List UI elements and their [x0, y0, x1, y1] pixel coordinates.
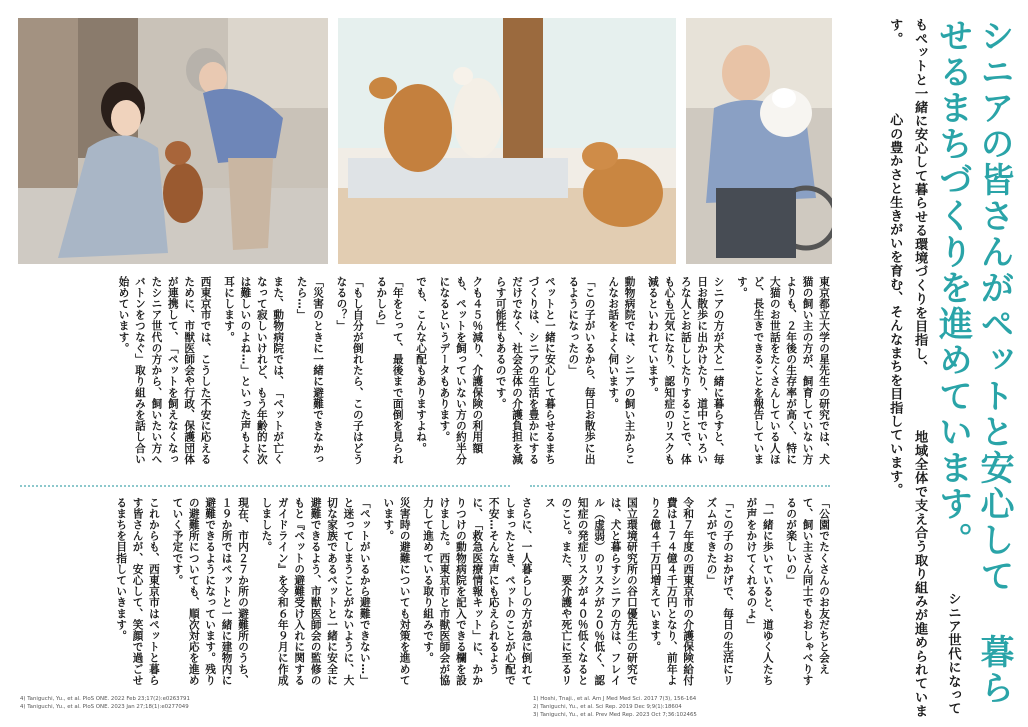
divider-right: [530, 485, 830, 487]
upper-column-4: ペットと一緒に安心して暮らせるまちづくりは、シニアの生活を豊かにするだけでなく、社会全体の介護負担を減らす可能性もあるのです。: [494, 276, 556, 465]
lower-column-1c: 「この子のおかげで、毎日の生活にリズムができたの」: [705, 497, 734, 686]
page-title-line-1: シニアの皆さんがペットと安心して: [974, 18, 1014, 594]
upper-column-3b: 「この子がいるから、毎日お散歩に出るようになったの」: [567, 276, 596, 465]
lower-column-1b: 「一緒に歩いていると、道ゆく人たちが声をかけてくれるのよ」: [745, 497, 774, 686]
reference-right-1: 1) Hoshi, Tnaji., et al. Am J Med Med Sci. 2017 7(3), 156-164: [533, 696, 697, 702]
lead-line-2: 地域全体で支え合う取り組みが進められています。: [887, 18, 928, 718]
lower-column-1a: 「公園でたくさんのお友だちと会えて、飼い主さん同士でもおしゃべりするのが楽しいの」: [785, 497, 830, 686]
upper-column-6d: 「災害のときに一緒に避難できなかったら…」: [295, 276, 325, 465]
lower-text-block: [20, 497, 832, 687]
photo-woman-with-dog: [18, 18, 328, 264]
upper-column-7: また、動物病院では、「ペットが亡くなって寂しいけれど、もう年齢的に次は難しいのよね…」といった声もよく耳にします。: [223, 276, 285, 465]
lead-line-1: シニア世代になってもペットと一緒に安心して暮らせる環境づくりを目指し、: [912, 18, 961, 715]
upper-text-block: [20, 276, 832, 472]
reference-right-3: 3) Taniguchi, Yu., et al. Prev Med Rep. 2023 Oct 7;36:102465: [533, 712, 697, 719]
lower-column-5a: 災害時の避難についても対策を進めています。: [382, 497, 411, 686]
photo-man-with-dog: [686, 18, 832, 264]
references-left: [20, 695, 190, 711]
upper-column-6b: 「年をとって、最後まで面倒を見られるかしら」: [375, 276, 404, 465]
lower-column-2: 令和７年度の西東京市の介護保険給付費は１７４億４千万円となり、前年より２億４千万円増えています。: [649, 497, 695, 686]
header-block: [864, 18, 1014, 718]
upper-column-8: 西東京市では、こうした不安に応えるために、市獣医師会や行政、保護団体が連携して、「ペットを飼えなくなったシニア世代の方から、飼いたい方へバトンをつなぐ」取り組みを話し合い始めています。: [117, 276, 212, 465]
reference-left-1: 4) Taniguchi, Yu., et al. PloS ONE. 2022 Feb 23;17(2):e0263791: [20, 696, 190, 702]
upper-column-6c: 「もし自分が倒れたら、この子はどうなるの？」: [335, 276, 364, 465]
page-title-line-2: 暮らせるまちづくりを進めています。: [932, 18, 1014, 706]
upper-column-2: シニアの方が犬と一緒に暮らすと、毎日お散歩に出かけたり、道中でいろいろな人とお話ししたりすることで、体も心も元気になり、認知症のリスクも減るといわれています。: [646, 276, 725, 465]
lower-column-6: 現在、市内２７か所の避難所のうち、１９か所ではペットと一緒に建物内に避難できるようになっています。残りの避難所についても、順次対応を進めていく予定です。: [171, 497, 249, 686]
divider-left: [20, 485, 510, 487]
upper-column-5: クも４５％減り、介護保険の利用額も、ペットを飼っていない方の約半分になるというデータもあります。: [438, 276, 484, 465]
lower-column-3: 国立環境研究所の谷口優先生の研究では、犬と暮らすシニアの方は、フレイル（虚弱）のリスクが２０％低く、認知症の発症リスクが４０％低くなるとのこと。また、要介護や死亡に至るリス: [543, 497, 638, 686]
lower-column-7: これからも、西東京市はペットと暮らす皆さんが、安心して、笑顔で過ごせるまちを目指していきます。: [115, 497, 160, 686]
reference-left-2: 4) Taniguchi, Yu., et al. PloS ONE. 2023 Jan 27;18(1):e0277049: [20, 704, 189, 711]
upper-column-3a: 動物病院では、シニアの飼い主からこんなお話をよく伺います。: [607, 276, 636, 465]
references-right: [533, 695, 697, 719]
lower-column-5b: 「ペットがいるから避難できない…」と迷ってしまうことがないように、大切な家族であるペットと一緒に安全に避難できるよう、市獣医師会の監修のもと『ペットの避難受け入れに関するガイドライン』を令和６年９月に作成しました。: [260, 497, 371, 686]
lower-column-4: さらに、一人暮らしの方が急に倒れてしまったとき、ペットのことが心配で不安…そんな声にも応えられるように、「救急医療情報キット」に、かかりつけの動物病院を記入できる欄を設けました。西東京市と市獣医師会が協力して進めている取り組みです。: [422, 497, 533, 686]
reference-right-2: 2) Taniguchi, Yu., et al. Sci Rep. 2019 Dec 9;9(1):18604: [533, 704, 682, 711]
upper-column-1: 東京都立大学の星先生の研究では、犬猫の飼い主の方が、飼育していない方よりも、２年後の生存率が高く、特に大猫のお世話をたくさんしている人ほど、長生きできることを報告しています。: [735, 276, 830, 465]
lead-line-3: 心の豊かさと生きがいを育む、そんなまちを目指しています。: [887, 113, 903, 497]
photo-two-dogs: [338, 18, 676, 264]
upper-column-6a: でも、こんな心配もありますよね。: [415, 276, 428, 454]
